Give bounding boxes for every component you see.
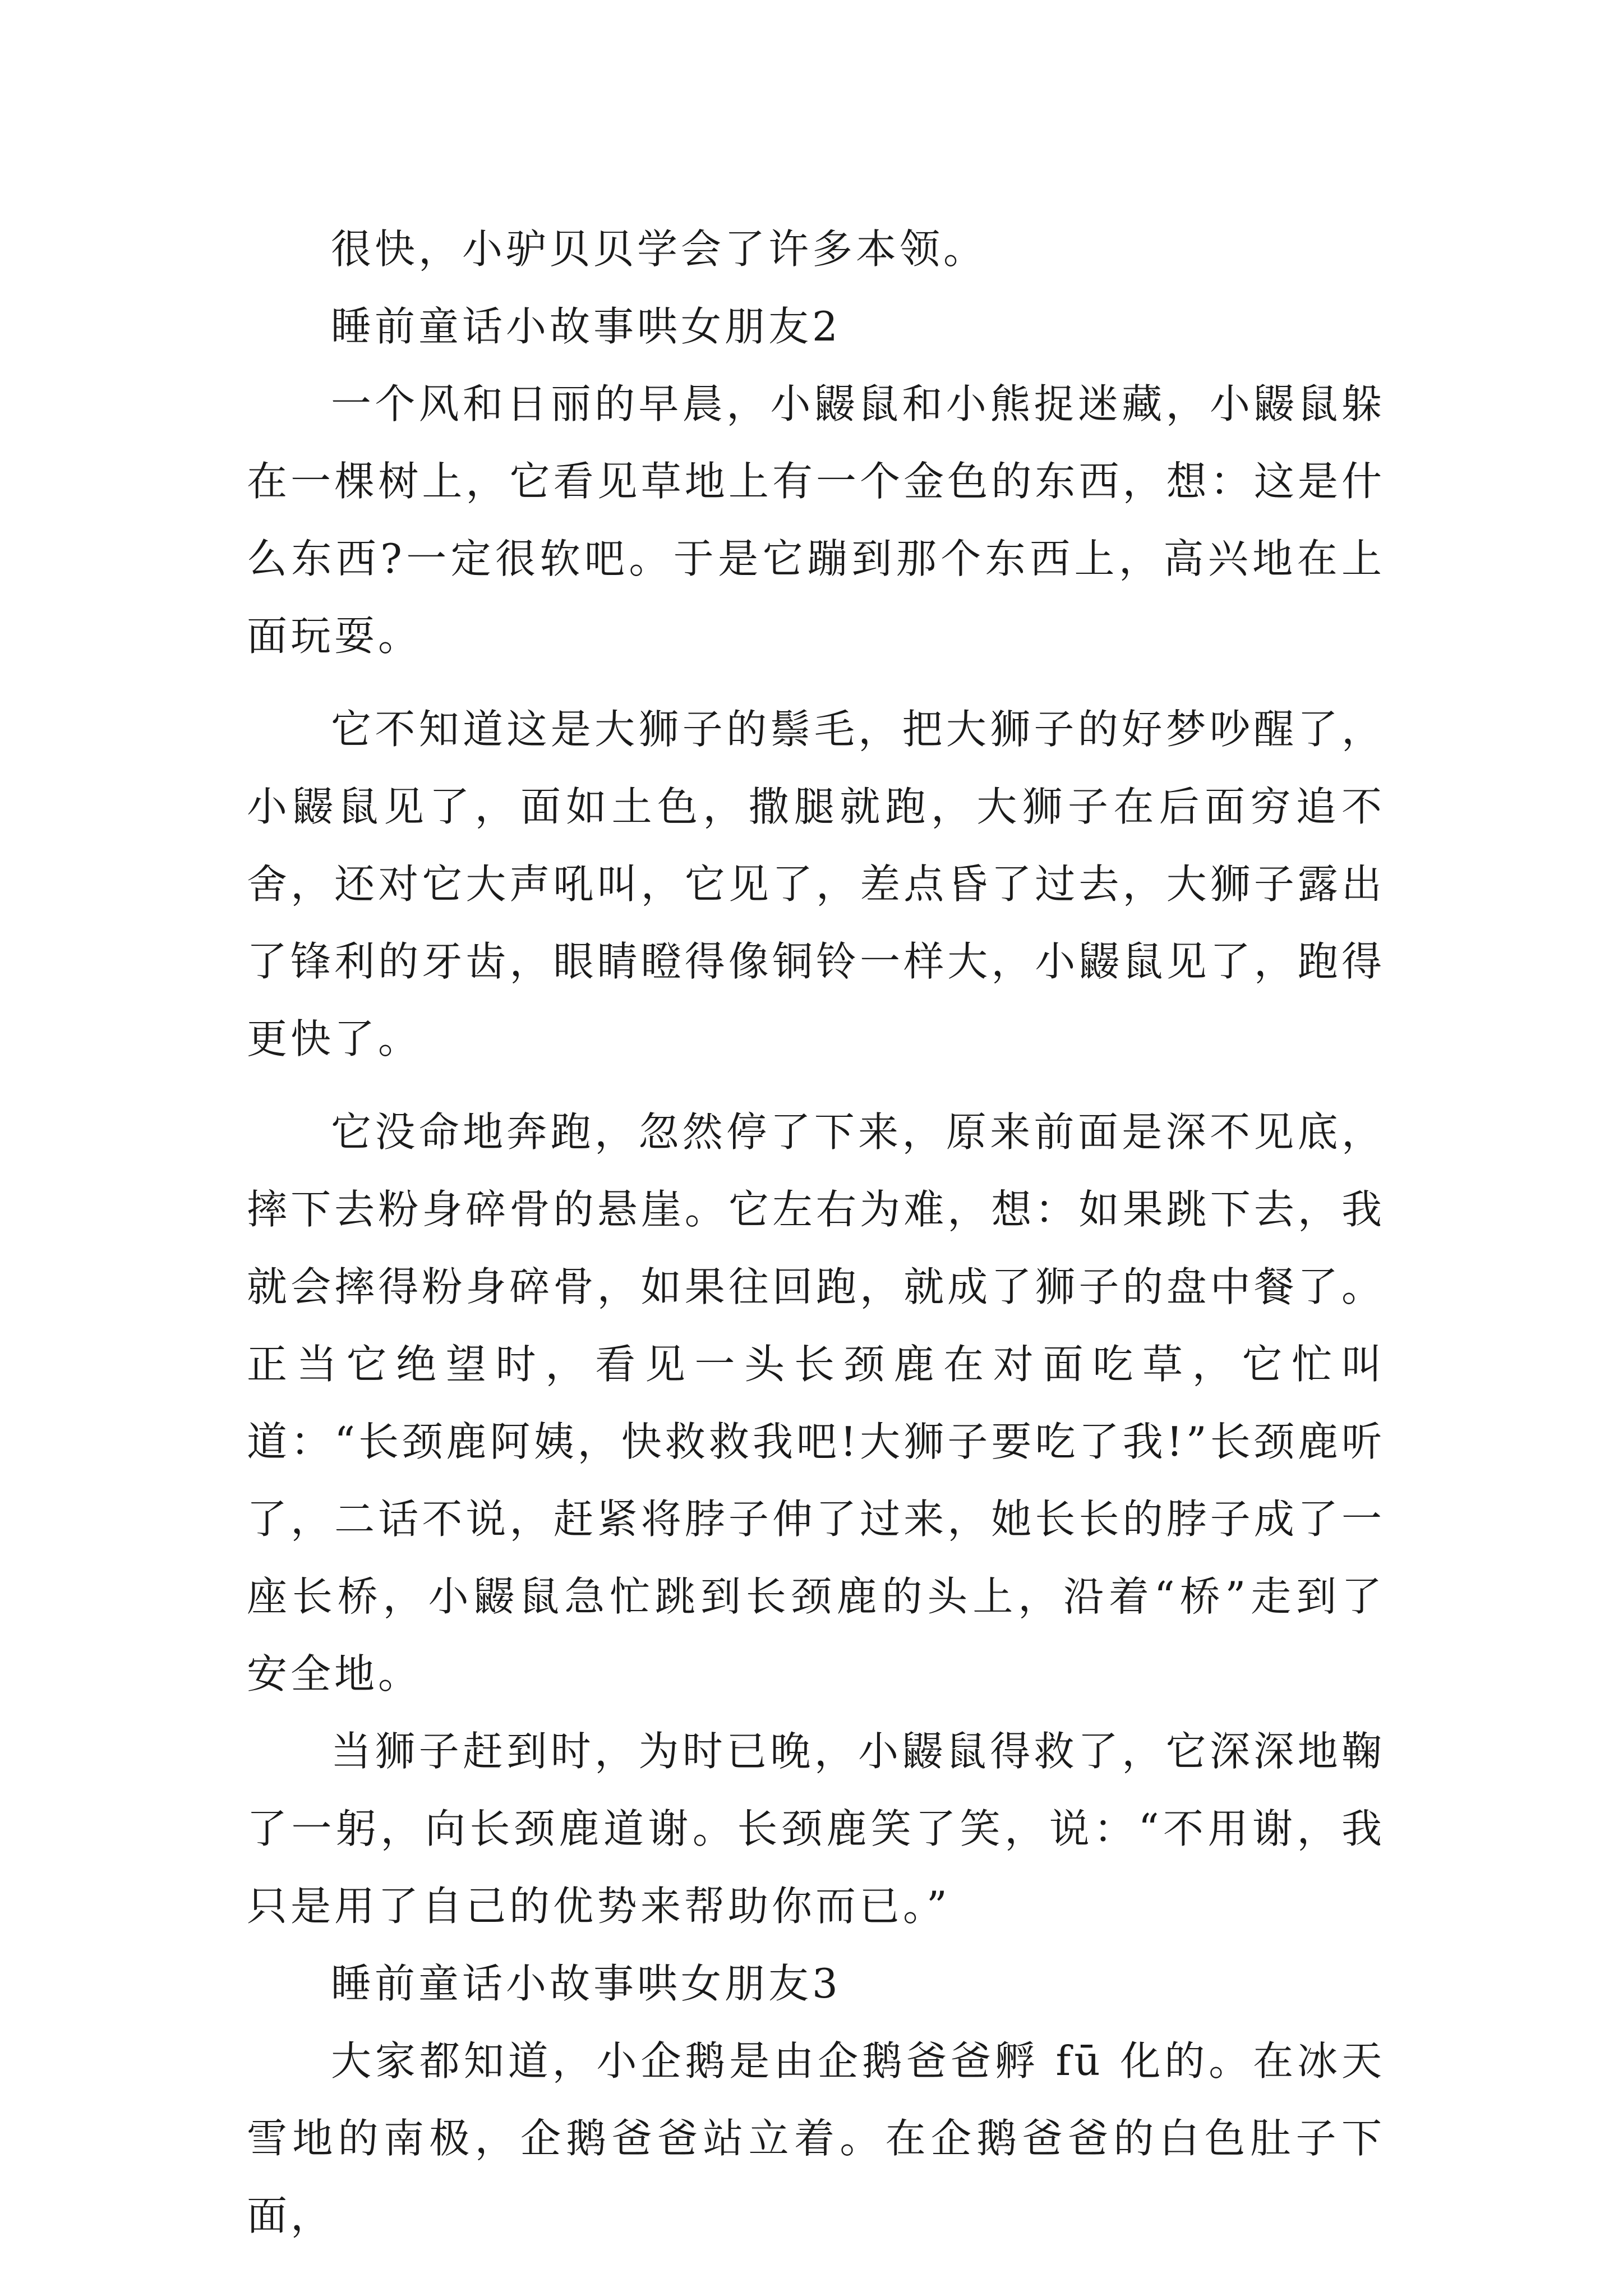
section-heading: 睡前童话小故事哄女朋友3 xyxy=(331,1960,841,2007)
document-body xyxy=(247,210,1385,2254)
paragraph: 很快，小驴贝贝学会了许多本领。 xyxy=(331,226,988,273)
paragraph: 大家都知道，小企鹅是由企鹅爸爸孵 fū 化的。在冰天雪地的南极，企鹅爸爸站立着。在企鹅爸爸的白色肚子下面， xyxy=(247,2037,1385,2239)
paragraph: 它没命地奔跑，忽然停了下来，原来前面是深不见底，摔下去粉身碎骨的悬崖。它左右为难，想：如果跳下去，我就会摔得粉身碎骨，如果往回跑，就成了狮子的盘中餐了。正当它绝望时，看见一头长颈鹿在对面吃草，它忙叫道：“长颈鹿阿姨，快救救我吧!大狮子要吃了我!”长颈鹿听了，二话不说，赶紧将脖子伸了过来，她长长的脖子成了一座长桥，小鼹鼠急忙跳到长颈鹿的头上，沿着“桥”走到了安全地。 xyxy=(247,1108,1385,1697)
paragraph: 它不知道这是大狮子的鬃毛，把大狮子的好梦吵醒了，小鼹鼠见了，面如土色，撒腿就跑，大狮子在后面穷追不舍，还对它大声吼叫，它见了，差点昏了过去，大狮子露出了锋利的牙齿，眼睛瞪得像铜铃一样大，小鼹鼠见了，跑得更快了。 xyxy=(247,706,1385,1062)
paragraph: 一个风和日丽的早晨，小鼹鼠和小熊捉迷藏，小鼹鼠躲在一棵树上，它看见草地上有一个金色的东西，想：这是什么东西?一定很软吧。于是它蹦到那个东西上，高兴地在上面玩耍。 xyxy=(247,380,1385,660)
paragraph: 当狮子赶到时，为时已晚，小鼹鼠得救了，它深深地鞠了一躬，向长颈鹿道谢。长颈鹿笑了笑，说：“不用谢，我只是用了自己的优势来帮助你而已。” xyxy=(247,1728,1385,1930)
section-heading: 睡前童话小故事哄女朋友2 xyxy=(331,303,841,350)
